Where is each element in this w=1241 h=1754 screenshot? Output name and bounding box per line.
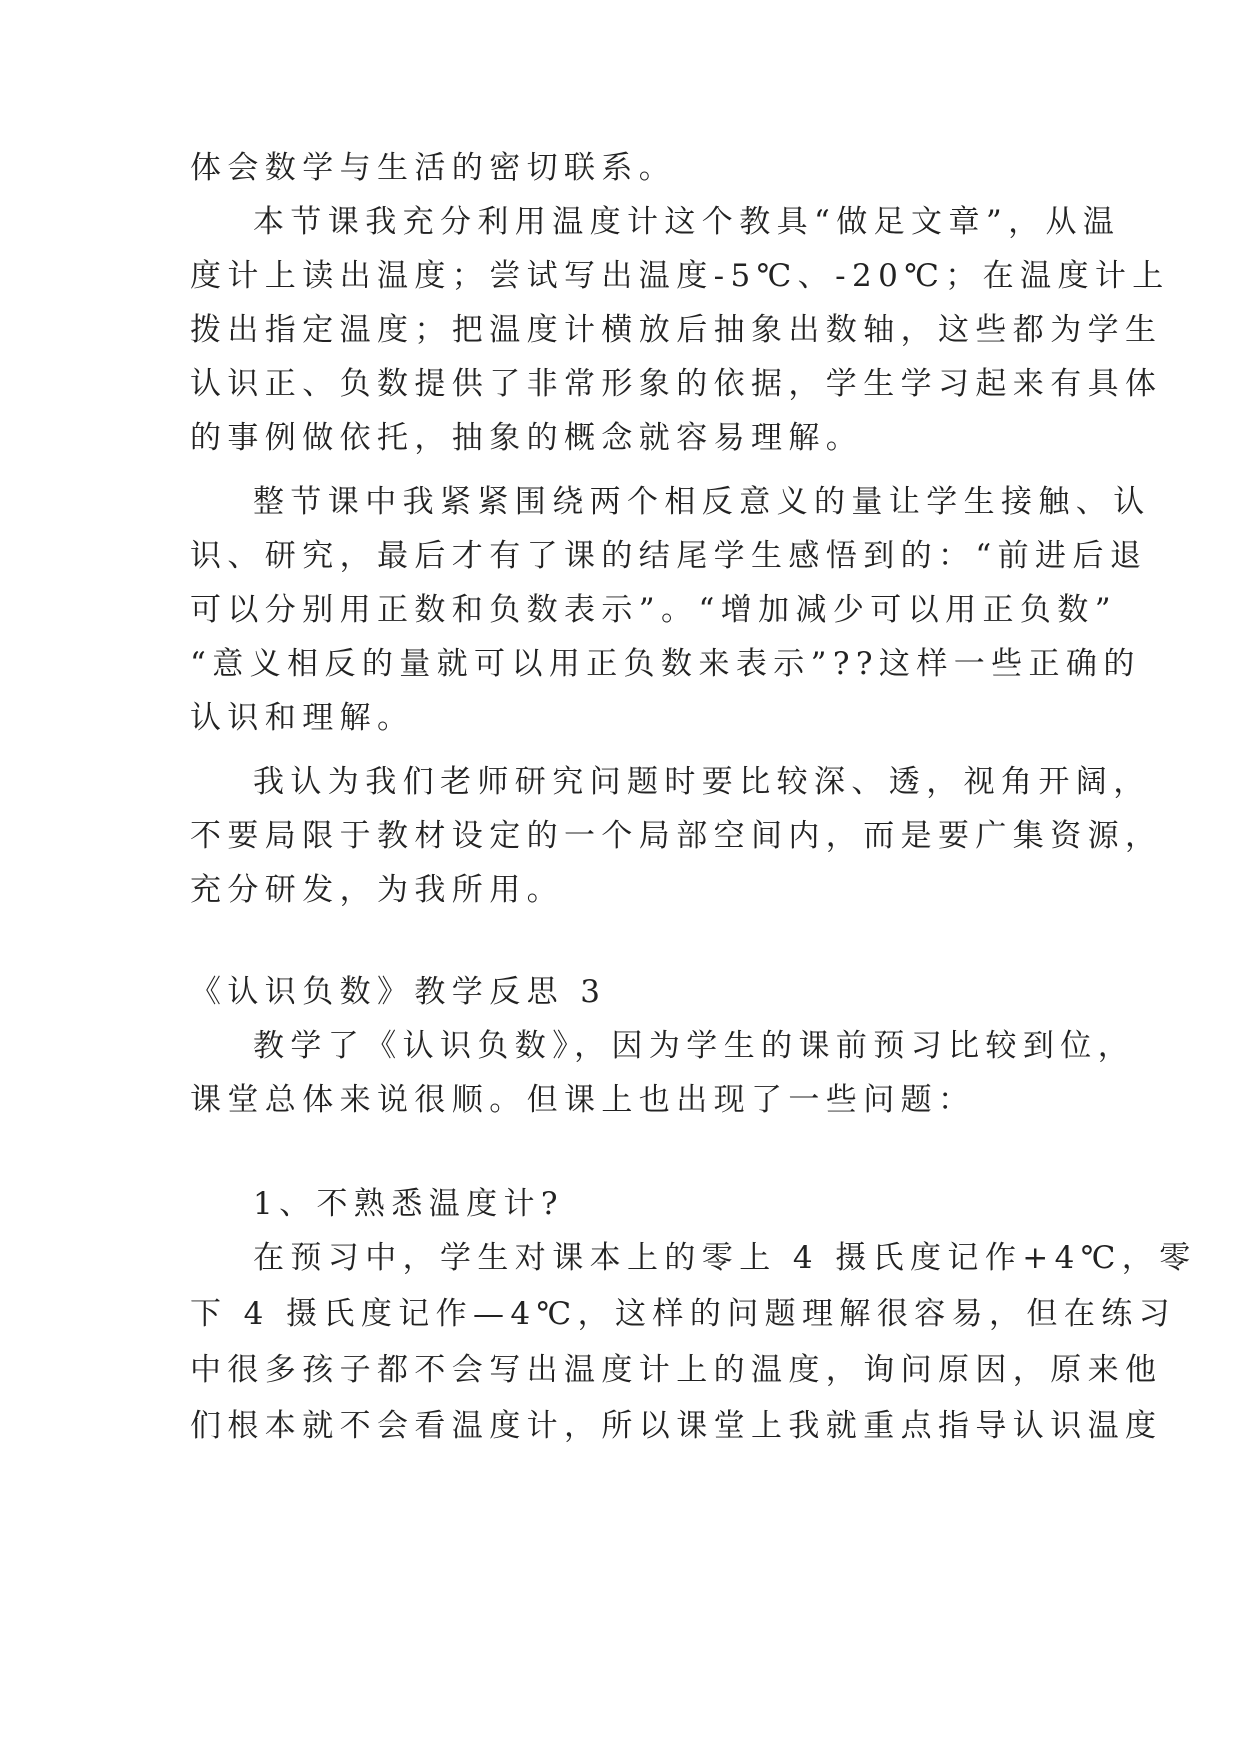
list-item: 1、不熟悉温度计? [253,1186,564,1222]
paragraph-line: 不要局限于教材设定的一个局部空间内，而是要广集资源， [190,818,1163,854]
paragraph-line: 认识正、负数提供了非常形象的依据，学生学习起来有具体 [190,366,1163,402]
paragraph-line: 体会数学与生活的密切联系。 [190,150,677,186]
section-title: 《认识负数》教学反思 3 [190,974,607,1010]
paragraph-line: 度计上读出温度；尝试写出温度-5℃、-20℃；在温度计上 [190,258,1170,294]
paragraph-line: 下 4 摄氏度记作—4℃，这样的问题理解很容易，但在练习 [190,1296,1177,1332]
paragraph-line: 充分研发，为我所用。 [190,872,564,908]
paragraph-line: 中很多孩子都不会写出温度计上的温度，询问原因，原来他 [190,1352,1163,1388]
paragraph-line: 我认为我们老师研究问题时要比较深、透，视角开阔， [253,764,1151,800]
paragraph-line: 拨出指定温度；把温度计横放后抽象出数轴，这些都为学生 [190,312,1163,348]
paragraph-line: 的事例做依托，抽象的概念就容易理解。 [190,420,864,456]
paragraph-line: 本节课我充分利用温度计这个教具“做足文章”，从温 [253,204,1121,240]
paragraph-line: 课堂总体来说很顺。但课上也出现了一些问题： [190,1082,976,1118]
paragraph-line: “意义相反的量就可以用正负数来表示”??这样一些正确的 [190,646,1141,682]
paragraph-line: 教学了《认识负数》，因为学生的课前预习比较到位， [253,1028,1136,1064]
paragraph-line: 们根本就不会看温度计，所以课堂上我就重点指导认识温度 [190,1408,1163,1444]
paragraph-line: 识、研究，最后才有了课的结尾学生感悟到的：“前进后退 [190,538,1148,574]
paragraph-line: 整节课中我紧紧围绕两个相反意义的量让学生接触、认 [253,484,1151,520]
paragraph-line: 认识和理解。 [190,700,415,736]
paragraph-line: 在预习中，学生对课本上的零上 4 摄氏度记作+4℃，零 [253,1240,1197,1276]
paragraph-line: 可以分别用正数和负数表示”。“增加减少可以用正负数” [190,592,1117,628]
